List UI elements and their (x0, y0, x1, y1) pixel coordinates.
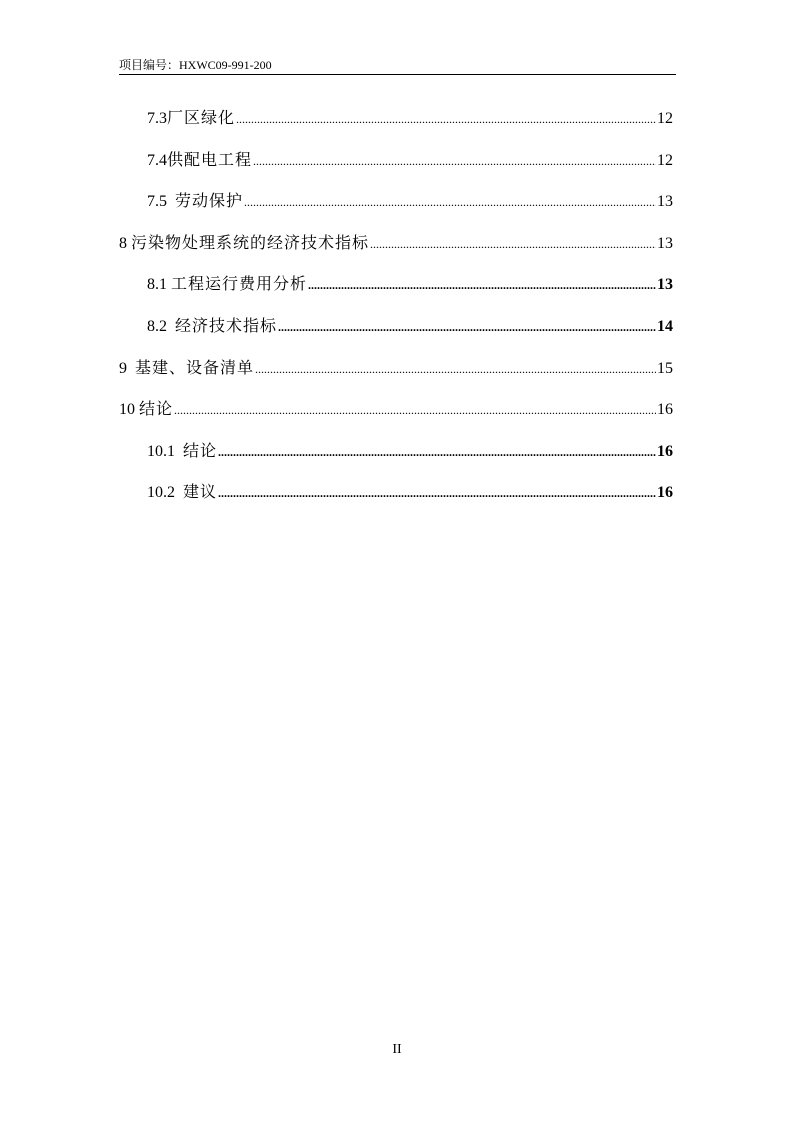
toc-title: 结论 (183, 441, 218, 460)
toc-title: 建议 (183, 482, 218, 501)
toc-number: 7.4 (147, 152, 167, 169)
toc-title: 污染物处理系统的经济技术指标 (131, 233, 370, 252)
toc-number: 10.1 (147, 443, 183, 460)
toc-number: 8 (119, 235, 131, 252)
toc-leader (278, 316, 656, 338)
toc-page-number: 16 (657, 443, 673, 460)
toc-number: 8.1 (147, 276, 171, 293)
toc-entry-8-2[interactable] (147, 315, 673, 337)
toc-title: 劳动保护 (175, 191, 244, 210)
toc-entry-7-5[interactable] (147, 190, 673, 212)
toc-page-number: 12 (657, 152, 673, 169)
toc-number: 8.2 (147, 318, 175, 335)
toc-title: 经济技术指标 (175, 316, 278, 335)
toc-page-number: 13 (657, 276, 673, 293)
toc-entry-10-2[interactable] (147, 481, 673, 503)
toc-entry-8-1[interactable] (147, 273, 673, 295)
toc-leader (308, 274, 656, 296)
toc-entry-7-4[interactable] (147, 149, 673, 171)
toc-leader (174, 399, 656, 421)
toc-number: 10 (119, 401, 139, 418)
toc-leader (255, 358, 656, 380)
toc-entry-9[interactable] (119, 357, 673, 379)
toc-title: 厂区绿化 (167, 108, 236, 127)
toc-page-number: 12 (657, 110, 673, 127)
toc-entry-10-1[interactable] (147, 440, 673, 462)
toc-page-number: 13 (657, 193, 673, 210)
toc-number: 7.5 (147, 193, 175, 210)
toc-page-number: 13 (657, 235, 673, 252)
toc-leader (370, 233, 656, 255)
toc-page-number: 15 (657, 360, 673, 377)
toc-number: 7.3 (147, 110, 167, 127)
project-number: 项目编号：HXWC09-991-200 (119, 58, 272, 72)
toc-number: 9 (119, 360, 135, 377)
toc-page-number: 14 (657, 318, 673, 335)
toc-entry-10[interactable] (119, 398, 673, 420)
toc-page-number: 16 (657, 401, 673, 418)
toc-entry-8[interactable] (119, 232, 673, 254)
toc-title: 结论 (139, 399, 174, 418)
toc-leader (236, 108, 656, 130)
toc-leader (253, 150, 656, 172)
toc-leader (218, 441, 656, 463)
toc-title: 工程运行费用分析 (171, 274, 308, 293)
toc-leader (244, 191, 656, 213)
toc-entry-7-3[interactable] (147, 107, 673, 129)
toc-page-number: 16 (657, 484, 673, 501)
page-number: II (392, 1042, 402, 1057)
toc-title: 供配电工程 (167, 150, 253, 169)
toc-title: 基建、设备清单 (135, 358, 255, 377)
toc-number: 10.2 (147, 484, 183, 501)
toc-leader (218, 482, 656, 504)
